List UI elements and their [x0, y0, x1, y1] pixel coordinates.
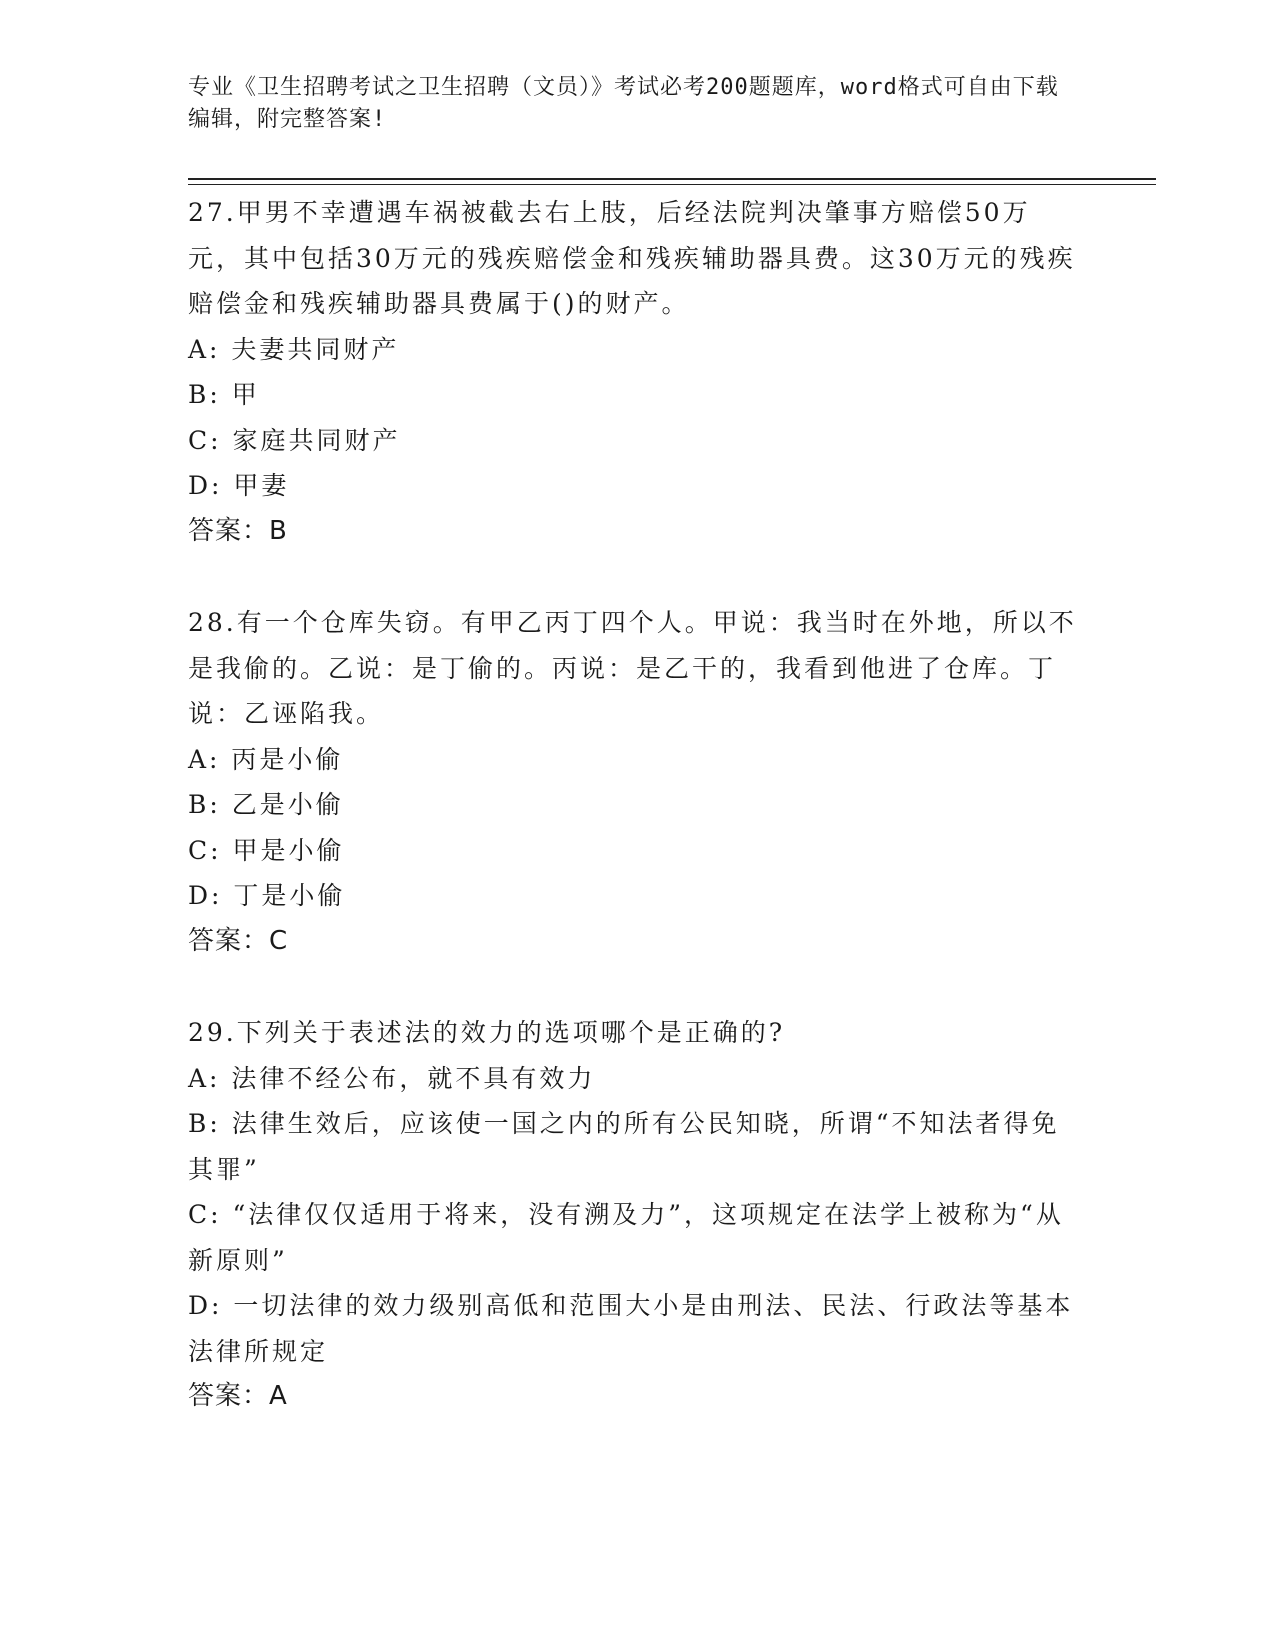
answer-label: 答案：C — [188, 925, 289, 956]
option-b: B: 甲 — [188, 380, 260, 409]
option-d: D: 丁是小偷 — [188, 881, 346, 910]
question-29 — [188, 1010, 1078, 1420]
option-b: B: 乙是小偷 — [188, 790, 344, 819]
header-divider-thin — [188, 184, 1156, 185]
option-a: A: 丙是小偷 — [188, 744, 344, 774]
question-text: 29.下列关于表述法的效力的选项哪个是正确的? — [188, 1018, 786, 1047]
answer-label: 答案：B — [188, 515, 288, 546]
option-b: B: 法律生效后，应该使一国之内的所有公民知晓，所谓“不知法者得免其罪” — [188, 1109, 1060, 1184]
question-27 — [188, 190, 1078, 554]
answer-label: 答案：A — [188, 1381, 288, 1411]
question-text: 28.有一个仓库失窃。有甲乙丙丁四个人。甲说：我当时在外地，所以不是我偷的。乙说：是丁偷的。丙说：是乙干的，我看到他进了仓库。丁说：乙诬陷我。 — [188, 608, 1077, 728]
option-a: A: 法律不经公布，就不具有效力 — [188, 1063, 596, 1093]
option-d: D: 甲妻 — [188, 471, 290, 500]
option-a: A: 夫妻共同财产 — [188, 334, 400, 364]
question-28 — [188, 600, 1078, 964]
question-text: 27.甲男不幸遭遇车祸被截去右上肢，后经法院判决肇事方赔偿50万元，其中包括30万元的残疾赔偿金和残疾辅助器具费。这30万元的残疾赔偿金和残疾辅助器具费属于()的财产。 — [188, 198, 1076, 318]
option-c: C: 家庭共同财产 — [188, 425, 401, 455]
option-c: C: 甲是小偷 — [188, 835, 345, 865]
question-list — [188, 190, 1078, 1466]
document-header: 专业《卫生招聘考试之卫生招聘（文员）》考试必考200题题库，word格式可自由下载编辑，附完整答案! — [188, 75, 1059, 132]
option-c: C: “法律仅仅适用于将来，没有溯及力”，这项规定在法学上被称为“从新原则” — [188, 1200, 1064, 1275]
header-divider-thick — [188, 178, 1156, 180]
option-d: D: 一切法律的效力级别高低和范围大小是由刑法、民法、行政法等基本法律所规定 — [188, 1291, 1074, 1366]
